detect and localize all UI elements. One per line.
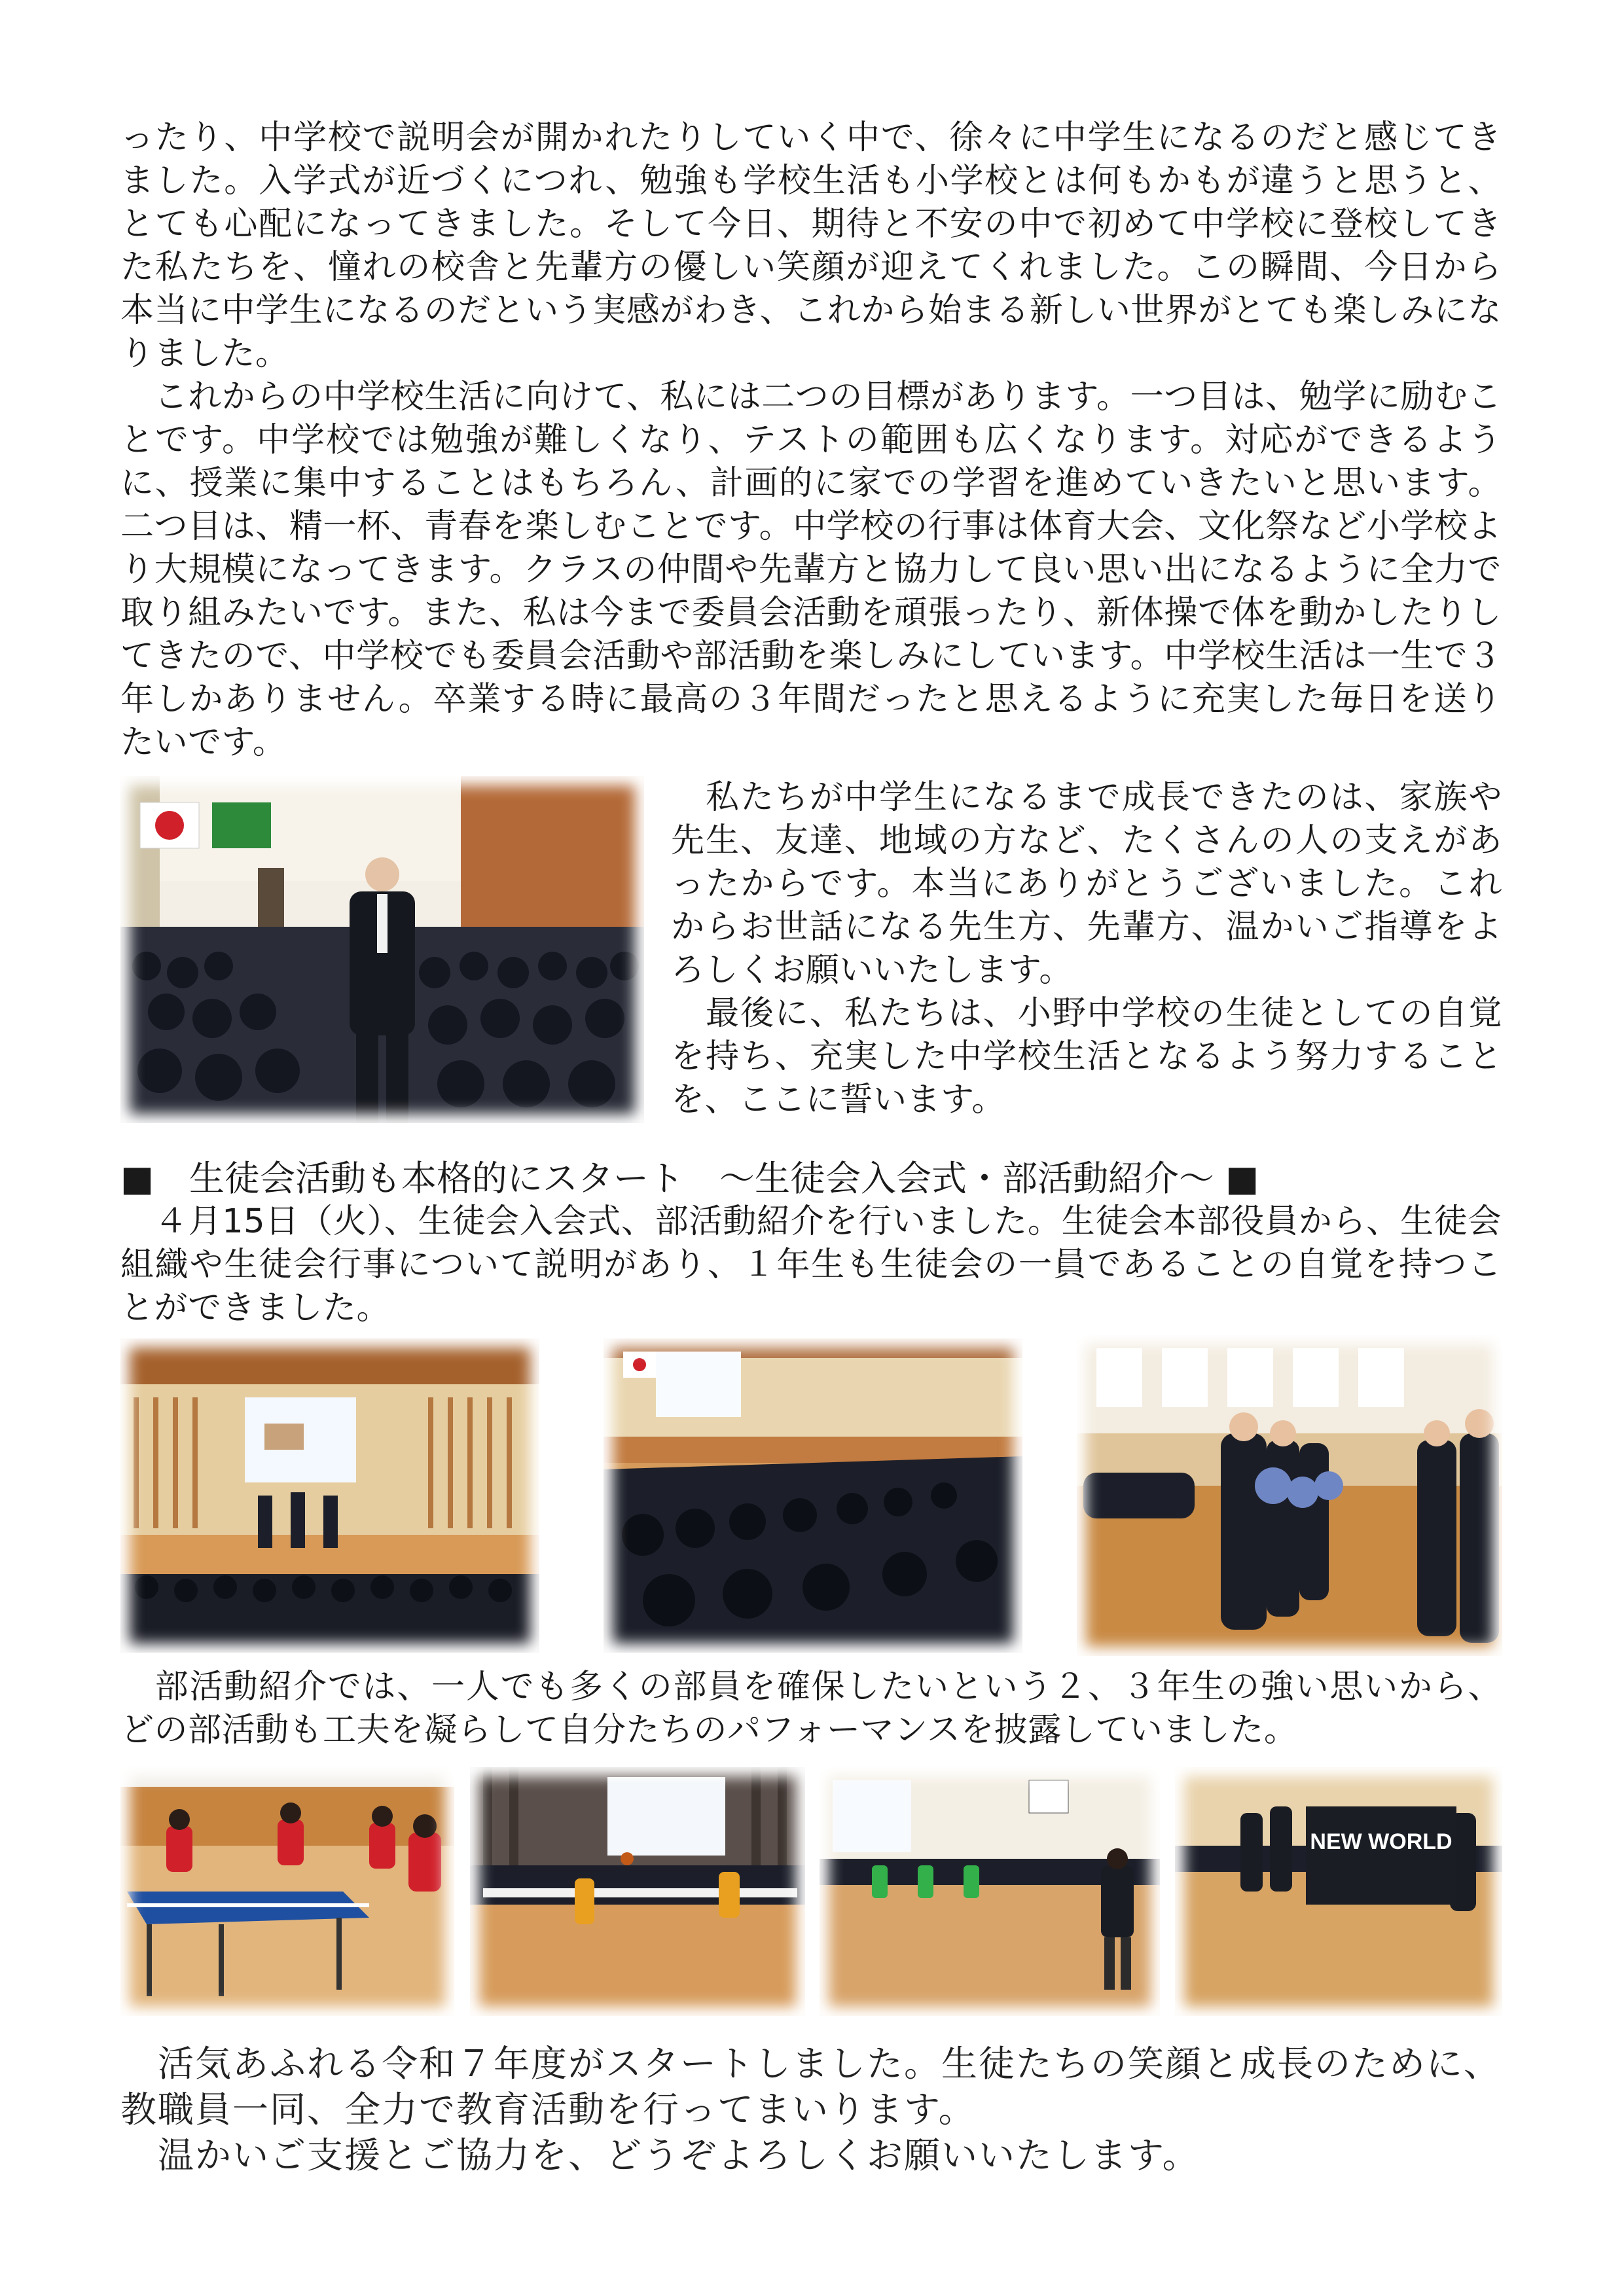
entrance-ceremony-photo: [120, 776, 644, 1123]
soccer-club-photo: [820, 1767, 1160, 2016]
section-intro-block: [120, 1200, 1502, 1330]
section-heading: ■ 生徒会活動も本格的にスタート ～生徒会入会式・部活動紹介～ ■: [120, 1158, 1259, 1199]
closing-line-1: 活気あふれる令和７年度がスタートしました。生徒たちの笑顔と成長のために、教職員一同、全力で教育活動を行ってまいります。: [120, 2043, 1502, 2130]
student-council-stage-photo: [120, 1338, 539, 1653]
closing-line-2: 温かいご支援とご協力を、どうぞよろしくお願いいたします。: [120, 2134, 1200, 2176]
new-world-banner-photo: [1175, 1767, 1502, 2016]
section-paragraph-1: ４月15日（火）、生徒会入会式、部活動紹介を行いました。生徒会本部役員から、生徒会組織や生徒会行事について説明があり、１年生も生徒会の一員であることの自覚を持つことができました。: [120, 1202, 1502, 1327]
intro-paragraph-1: ったり、中学校で説明会が開かれたりしていく中で、徐々に中学生になるのだと感じてきました。入学式が近づくにつれ、勉強も学校生活も小学校とは何もかもが違うと思うと、とても心配になってきました。そして今日、期待と不安の中で初めて中学校に登校してきた私たちを、憧れの校舎と先輩方の優しい笑顔が迎えてくれました。この瞬間、今日から本当に中学生になるのだという実感がわき、これから始まる新しい世界がとても楽しみになりました。: [120, 118, 1502, 373]
student-council-seated-photo: [604, 1338, 1022, 1653]
club-intro-block: [120, 1666, 1502, 1752]
closing-block: [120, 2041, 1502, 2178]
flower-presentation-photo: [1077, 1335, 1502, 1656]
section-paragraph-2: 部活動紹介では、一人でも多くの部員を確保したいという２、３年生の強い思いから、どの部活動も工夫を凝らして自分たちのパフォーマンスを披露していました。: [120, 1668, 1502, 1749]
table-tennis-club-photo: [120, 1767, 454, 2016]
intro-paragraph-2: これからの中学校生活に向けて、私には二つの目標があります。一つ目は、勉学に励むことです。中学校では勉強が難しくなり、テストの範囲も広くなります。対応ができるように、授業に集中することはもちろん、計画的に家での学習を進めていきたいと思います。二つ目は、精一杯、青春を楽しむことです。中学校の行事は体育大会、文化祭など小学校より大規模になってきます。クラスの仲間や先輩方と協力して良い思い出になるように全力で取り組みたいです。また、私は今まで委員会活動を頑張ったり、新体操で体を動かしたりしてきたので、中学校でも委員会活動や部活動を楽しみにしています。中学校生活は一生で３年しかありません。卒業する時に最高の３年間だったと思えるように充実した毎日を送りたいです。: [120, 378, 1502, 762]
thanks-text-block: [671, 776, 1502, 1122]
banner-text: NEW WORLD: [1310, 1829, 1453, 1854]
thanks-paragraph: 私たちが中学生になるまで成長できたのは、家族や先生、友達、地域の方など、たくさんの人の支えがあったからです。本当にありがとうございました。これからお世話になる先生方、先輩方、温かいご指導をよろしくお願いいたします。: [671, 778, 1502, 990]
pledge-paragraph: 最後に、私たちは、小野中学校の生徒としての自覚を持ち、充実した中学校生活となるよう努力することを、ここに誓います。: [671, 994, 1502, 1119]
intro-text-block: [120, 117, 1502, 764]
basketball-club-photo: [470, 1767, 805, 2016]
